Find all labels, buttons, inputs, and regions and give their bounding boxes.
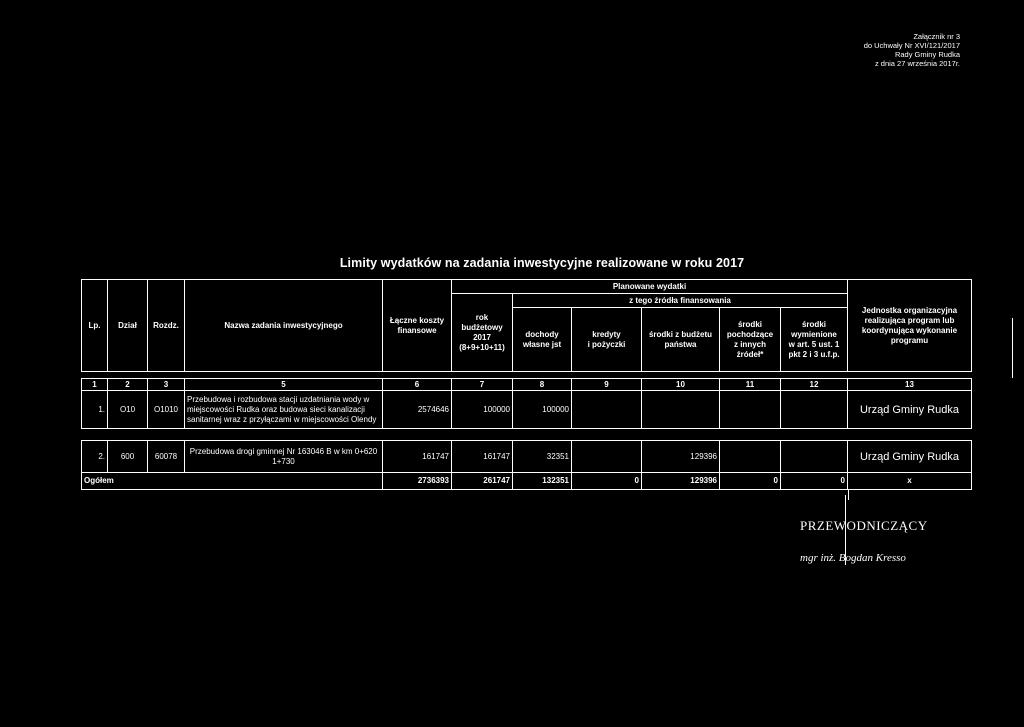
header-inne-1: środki — [737, 319, 762, 329]
annex-line-4: z dnia 27 września 2017r. — [874, 59, 960, 68]
row1-laczne: 2574646 — [383, 391, 452, 429]
row2-dzial: 600 — [108, 441, 148, 473]
colnum: 1 — [82, 379, 108, 391]
header-budzet-1: środki z budżetu — [648, 329, 713, 339]
row2-kredyty — [572, 441, 642, 473]
header-spacer — [82, 372, 972, 379]
header-inne-3: z innych — [733, 339, 766, 349]
column-numbers-row — [82, 379, 972, 391]
colnum: 8 — [513, 379, 572, 391]
signature-block — [800, 518, 960, 564]
header-z-tego: z tego źródła finansowania — [513, 294, 848, 308]
header-wym-1: środki — [801, 319, 826, 329]
header-kredyty — [572, 308, 642, 372]
total-row — [82, 473, 972, 490]
investment-table — [81, 279, 972, 490]
page-title — [0, 256, 1024, 270]
annex-note — [820, 32, 960, 68]
row1-nazwa: Przebudowa i rozbudowa stacji uzdatniania wody w miejscowości Rudka oraz budowa sieci kanalizacji sanitarnej wraz z przyłączami w miejscowości Olendy — [185, 391, 383, 429]
total-laczne: 2736393 — [383, 473, 452, 490]
header-wymienione — [781, 308, 848, 372]
header-rok — [452, 294, 513, 372]
row1-wymienione — [781, 391, 848, 429]
header-dochody — [513, 308, 572, 372]
header-laczne: Łączne koszty finansowe — [383, 280, 452, 372]
total-budzet: 129396 — [642, 473, 720, 490]
row2-rok: 161747 — [452, 441, 513, 473]
row2-jednostka: Urząd Gminy Rudka — [848, 441, 972, 473]
row1-kredyty — [572, 391, 642, 429]
row1-dochody: 100000 — [513, 391, 572, 429]
header-budzet — [642, 308, 720, 372]
table-row — [82, 391, 972, 429]
total-inne: 0 — [720, 473, 781, 490]
scan-edge-line — [1012, 318, 1013, 378]
header-wym-4: pkt 2 i 3 u.f.p. — [788, 349, 840, 359]
header-kredyty-1: kredyty — [592, 329, 621, 339]
row1-rok: 100000 — [452, 391, 513, 429]
row2-wymienione — [781, 441, 848, 473]
total-dochody: 132351 — [513, 473, 572, 490]
row-spacer — [82, 429, 972, 441]
scan-mark — [848, 490, 849, 500]
signature-title: PRZEWODNICZĄCY — [800, 518, 928, 533]
header-wym-3: w art. 5 ust. 1 — [788, 339, 840, 349]
row2-nazwa: Przebudowa drogi gminnej Nr 163046 B w km 0+620 1+730 — [185, 441, 383, 473]
row1-dzial: O10 — [108, 391, 148, 429]
total-rok: 261747 — [452, 473, 513, 490]
header-rok-4: (8+9+10+11) — [459, 342, 505, 352]
row2-laczne: 161747 — [383, 441, 452, 473]
row1-budzet — [642, 391, 720, 429]
page-title-text: Limity wydatków na zadania inwestycyjne realizowane w roku 2017 — [339, 256, 745, 270]
table-row — [82, 441, 972, 473]
colnum: 12 — [781, 379, 848, 391]
row1-rozdz: O1010 — [148, 391, 185, 429]
header-kredyty-2: i pożyczki — [587, 339, 626, 349]
row2-lp: 2. — [82, 441, 108, 473]
row1-lp: 1. — [82, 391, 108, 429]
row2-budzet: 129396 — [642, 441, 720, 473]
colnum: 6 — [383, 379, 452, 391]
header-dochody-2: własne jst — [522, 339, 562, 349]
colnum: 7 — [452, 379, 513, 391]
total-wymienione: 0 — [781, 473, 848, 490]
header-inne-4: źródeł* — [736, 349, 764, 359]
total-kredyty: 0 — [572, 473, 642, 490]
colnum: 2 — [108, 379, 148, 391]
row2-rozdz: 60078 — [148, 441, 185, 473]
header-dzial: Dział — [108, 280, 148, 372]
colnum: 3 — [148, 379, 185, 391]
colnum: 10 — [642, 379, 720, 391]
row2-inne — [720, 441, 781, 473]
header-rozdz: Rozdz. — [148, 280, 185, 372]
row1-jednostka: Urząd Gminy Rudka — [848, 391, 972, 429]
header-rok-1: rok — [475, 312, 489, 322]
header-dochody-1: dochody — [525, 329, 559, 339]
header-budzet-2: państwa — [664, 339, 697, 349]
header-wym-2: wymienione — [791, 329, 837, 339]
annex-line-2: do Uchwały Nr XVI/121/2017 — [863, 41, 960, 50]
header-nazwa: Nazwa zadania inwestycyjnego — [185, 280, 383, 372]
annex-line-3: Rady Gminy Rudka — [894, 50, 960, 59]
colnum: 9 — [572, 379, 642, 391]
header-rok-3: 2017 — [473, 332, 491, 342]
total-label: Ogółem — [82, 473, 383, 490]
header-lp: Lp. — [82, 280, 108, 372]
colnum: 13 — [848, 379, 972, 391]
header-rok-2: budżetowy — [461, 322, 503, 332]
header-planowane: Planowane wydatki — [452, 280, 848, 294]
header-jednostka: Jednostka organizacyjna realizująca program lub koordynująca wykonanie programu — [848, 280, 972, 372]
annex-line-1: Załącznik nr 3 — [913, 32, 960, 41]
header-inne — [720, 308, 781, 372]
row2-dochody: 32351 — [513, 441, 572, 473]
signature-name: mgr inż. Bogdan Kresso — [800, 552, 906, 564]
colnum: 11 — [720, 379, 781, 391]
total-jednostka: x — [848, 473, 972, 490]
colnum: 5 — [185, 379, 383, 391]
row1-inne — [720, 391, 781, 429]
header-inne-2: pochodzące — [726, 329, 774, 339]
